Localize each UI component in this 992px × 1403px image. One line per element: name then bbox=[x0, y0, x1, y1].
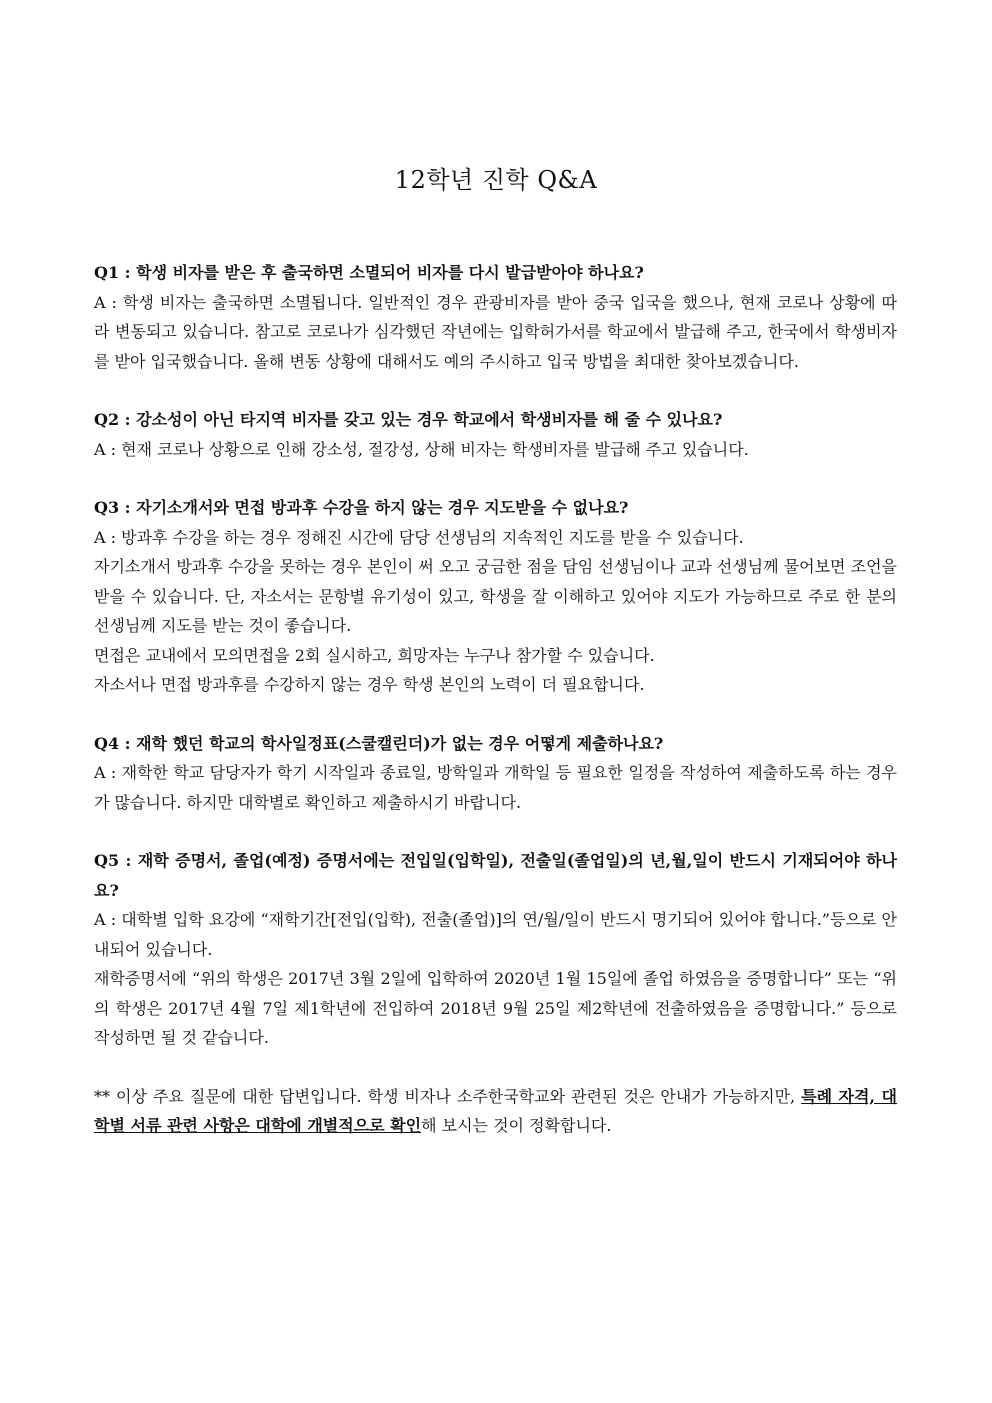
note-text-end: 해 보시는 것이 정확합니다. bbox=[421, 1116, 612, 1135]
answer-4: A : 재학한 학교 담당자가 학기 시작일과 종료일, 방학일과 개학일 등 필요한 일정을 작성하여 제출하도록 하는 경우가 많습니다. 하지만 대학별로 확인하고 제출하시기 바랍니다. bbox=[94, 763, 897, 812]
answer-3-paragraph: 자기소개서 방과후 수강을 못하는 경우 본인이 써 오고 궁금한 점을 담임 선생님이나 교과 선생님께 물어보면 조언을 받을 수 있습니다. 단, 자소서는 문항별 유기성이 있고, 학생을 잘 이해하고 있어야 지도가 가능하므로 주로 한 분의 선생님께 지도를 받는 것이 좋습니다. bbox=[94, 557, 897, 635]
answer-2: A : 현재 코로나 상황으로 인해 강소성, 절강성, 상해 비자는 학생비자를 발급해 주고 있습니다. bbox=[94, 439, 749, 459]
qa-item-5 bbox=[94, 846, 897, 1053]
answer-1: A : 학생 비자는 출국하면 소멸됩니다. 일반적인 경우 관광비자를 받아 중국 입국을 했으나, 현재 코로나 상황에 따라 변동되고 있습니다. 참고로 코로나가 심각했던 작년에는 입학허가서를 학교에서 발급해 주고, 한국에서 학생비자를 받아 입국했습니다. 올해 변동 상황에 대해서도 예의 주시하고 입국 방법을 최대한 찾아보겠습니다. bbox=[94, 292, 897, 371]
answer-5-paragraph: 재학증명서에 “위의 학생은 2017년 3월 2일에 입학하여 2020년 1월 15일에 졸업 하였음을 증명합니다” 또는 “위의 학생은 2017년 4월 7일 제1학년에 전입하여 2018년 9월 25일 제2학년에 전출하였음을 증명합니다.” 등으로 작성하면 될 것 같습니다. bbox=[94, 969, 897, 1047]
qa-item-2 bbox=[94, 405, 897, 464]
answer-3: A : 방과후 수강을 하는 경우 정해진 시간에 담당 선생님의 지속적인 지도를 받을 수 있습니다. bbox=[94, 527, 744, 547]
page-title: 12학년 진학 Q&A bbox=[394, 166, 598, 194]
question-5: Q5 : 재학 증명서, 졸업(예정) 증명서에는 전입일(입학일), 전출일(졸업일)의 년,월,일이 반드시 기재되어야 하나요? bbox=[94, 851, 897, 900]
question-1: Q1 : 학생 비자를 받은 후 출국하면 소멸되어 비자를 다시 발급받아야 하나요? bbox=[94, 263, 644, 282]
note-emphasis: 특례 자격, 대학별 서류 관련 사항은 대학에 개별적으로 확인 bbox=[94, 1086, 897, 1135]
question-3: Q3 : 자기소개서와 면접 방과후 수강을 하지 않는 경우 지도받을 수 없나요? bbox=[94, 498, 629, 517]
qa-item-3 bbox=[94, 493, 897, 700]
answer-3-paragraph: 자소서나 면접 방과후를 수강하지 않는 경우 학생 본인의 노력이 더 필요합니다. bbox=[94, 675, 645, 694]
answer-3-paragraph: 면접은 교내에서 모의면접을 2회 실시하고, 희망자는 누구나 참가할 수 있습니다. bbox=[94, 645, 655, 665]
qa-item-4 bbox=[94, 729, 897, 818]
question-2: Q2 : 강소성이 아닌 타지역 비자를 갖고 있는 경우 학교에서 학생비자를 해 줄 수 있나요? bbox=[94, 410, 723, 429]
qa-content bbox=[94, 258, 897, 1141]
question-4: Q4 : 재학 했던 학교의 학사일정표(스쿨캘린더)가 없는 경우 어떻게 제출하나요? bbox=[94, 733, 664, 753]
qa-item-1 bbox=[94, 258, 897, 376]
note-text: ** 이상 주요 질문에 대한 답변입니다. 학생 비자나 소주한국학교와 관련된 것은 안내가 가능하지만, bbox=[94, 1086, 802, 1106]
answer-5: A : 대학별 입학 요강에 “재학기간[전입(입학), 전출(졸업)]의 연/월/일이 반드시 명기되어 있어야 합니다.”등으로 안내되어 있습니다. bbox=[94, 910, 897, 959]
closing-note bbox=[94, 1082, 897, 1141]
